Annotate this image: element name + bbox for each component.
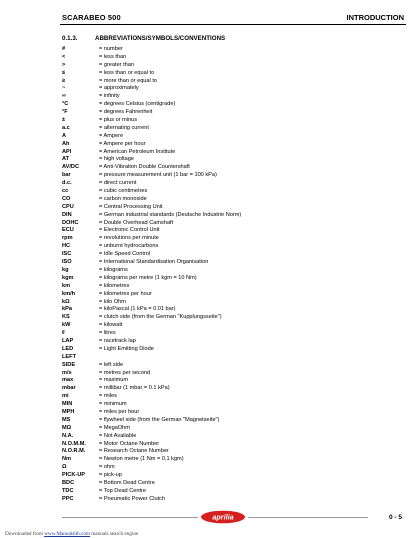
abbreviation-definition: = minimum (99, 401, 127, 408)
list-item (62, 109, 382, 117)
list-item (62, 299, 382, 307)
list-item (62, 227, 382, 235)
abbreviation-definition: = greater than (99, 61, 134, 68)
abbreviation-definition: = Double Overhead Camshaft (99, 219, 174, 226)
abbreviation-symbol: A (62, 132, 67, 139)
list-item (62, 330, 382, 338)
list-item (62, 377, 382, 385)
download-suffix: manuals search engine (91, 531, 139, 537)
abbreviation-symbol: MIN (62, 401, 73, 408)
list-item (62, 448, 382, 456)
abbreviation-definition: = kilo Ohm (99, 298, 126, 305)
list-item (62, 314, 382, 322)
abbreviation-symbol: kW (62, 322, 71, 329)
list-item (62, 291, 382, 299)
abbreviation-definition: = kilograms (99, 266, 128, 273)
abbreviation-definition: = kilometres (99, 282, 130, 289)
abbreviation-symbol: mbar (62, 385, 76, 392)
abbreviation-symbol: LED (62, 345, 74, 352)
list-item (62, 212, 382, 220)
list-item (62, 62, 382, 70)
abbreviation-symbol: a.c (62, 124, 70, 131)
abbreviation-symbol: MS (62, 416, 71, 423)
abbreviation-definition: = revolutions per minute (99, 235, 159, 242)
abbreviation-symbol: TDC (62, 487, 74, 494)
logo-text: aprilia (212, 512, 234, 522)
abbreviation-definition: = degrees Celsius (centigrade) (99, 101, 176, 108)
list-item (62, 401, 382, 409)
abbreviation-definition: = Newton metre (1 Nm = 0.1 kgm) (99, 456, 184, 463)
abbreviation-symbol: bar (62, 172, 71, 179)
header-model: SCARABEO 500 (62, 13, 121, 22)
list-item (62, 267, 382, 275)
abbreviation-definition: = Motor Octane Number (99, 440, 160, 447)
footer-rule-right (248, 517, 368, 518)
abbreviation-definition: = racetrack lap (99, 337, 136, 344)
abbreviation-symbol: N.A. (62, 432, 74, 439)
abbreviation-definition: = degrees Fahrenheit (99, 109, 153, 116)
abbreviation-definition: = Pneumatic Power Clutch (99, 495, 166, 502)
list-item (62, 172, 382, 180)
abbreviation-definition: = less than or equal to (99, 69, 155, 76)
abbreviation-definition: = Ampere per hour (99, 140, 146, 147)
section-number: 0.1.3. (62, 35, 78, 42)
abbreviation-definition: = clutch side (from the German "Kupplungsseite") (99, 314, 222, 321)
abbreviation-symbol: BDC (62, 479, 75, 486)
list-item (62, 125, 382, 133)
abbreviation-definition: = unburnt hydrocarbons (99, 243, 159, 250)
abbreviation-definition: = kilometres per hour (99, 290, 152, 297)
abbreviation-definition: = direct current (99, 180, 137, 187)
abbreviation-definition: = miles (99, 393, 117, 400)
list-item (62, 275, 382, 283)
list-item (62, 409, 382, 417)
list-item (62, 480, 382, 488)
manualslib-link[interactable]: www.Manualslib.com (44, 531, 90, 537)
abbreviation-definition: = flywheel side (from the German "Magnetseite") (99, 416, 220, 423)
abbreviation-definition: = kilograms per metre (1 kgm = 10 Nm) (99, 274, 197, 281)
abbreviation-symbol: m/s (62, 369, 72, 376)
abbreviation-symbol: AT (62, 156, 70, 163)
list-item (62, 93, 382, 101)
abbreviation-symbol: Ah (62, 140, 70, 147)
abbreviation-symbol: kPa (62, 306, 72, 313)
abbreviation-symbol: PICK-UP (62, 472, 85, 479)
abbreviation-definition: = high voltage (99, 156, 134, 163)
aprilia-logo (200, 510, 246, 524)
download-prefix: Downloaded from (5, 531, 43, 537)
abbreviation-symbol: ISC (62, 251, 72, 258)
abbreviation-symbol: > (62, 61, 66, 68)
list-item (62, 259, 382, 267)
list-item (62, 101, 382, 109)
abbreviation-definition: = MegaOhm (99, 424, 130, 431)
abbreviation-definition: = cubic centimetres (99, 188, 148, 195)
abbreviation-definition: = pressure measurement unit (1 bar = 100 kPa) (99, 172, 217, 179)
abbreviation-symbol: CPU (62, 203, 74, 210)
abbreviation-symbol: kΩ (62, 298, 70, 305)
page-number: 0 - 5 (388, 514, 402, 521)
abbreviation-symbol: ≥ (62, 77, 66, 84)
abbreviation-definition: = more than or equal to (99, 77, 157, 84)
list-item (62, 188, 382, 196)
abbreviation-symbol: ± (62, 117, 66, 124)
list-item (62, 243, 382, 251)
abbreviation-symbol: KS (62, 314, 70, 321)
abbreviation-definition: = left side (99, 361, 124, 368)
download-notice (5, 531, 138, 537)
abbreviation-symbol: CO (62, 195, 71, 202)
abbreviation-definition: = Electronic Control Unit (99, 227, 160, 234)
abbreviation-definition: = miles per hour (99, 408, 140, 415)
section-title: ABBREVIATIONS/SYMBOLS/CONVENTIONS (95, 35, 226, 42)
list-item (62, 149, 382, 157)
list-item (62, 385, 382, 393)
abbreviation-definition: = number (99, 46, 123, 52)
abbreviation-symbol: kg (62, 266, 69, 273)
abbreviation-symbol: AV/DC (62, 164, 79, 171)
abbreviation-definition: = millibar (1 mbar = 0.1 kPa) (99, 385, 170, 392)
header-chapter: INTRODUCTION (346, 13, 404, 22)
abbreviation-definition: = metres per second (99, 369, 151, 376)
list-item (62, 220, 382, 228)
abbreviation-definition: = litres (99, 330, 116, 337)
list-item (62, 46, 382, 54)
list-item (62, 306, 382, 314)
abbreviation-symbol: HC (62, 243, 71, 250)
abbreviation-symbol: DOHC (62, 219, 79, 226)
abbreviation-symbol: Nm (62, 456, 72, 463)
list-item (62, 141, 382, 149)
abbreviation-definition: = Not Available (99, 432, 137, 439)
header-divider (60, 24, 406, 25)
abbreviation-symbol: # (62, 46, 66, 52)
list-item (62, 393, 382, 401)
abbreviation-definition: = Anti-Vibration Double Countershaft (99, 164, 190, 171)
abbreviation-definition: = approximately (99, 85, 139, 92)
abbreviation-definition: = Ampere (99, 132, 124, 139)
abbreviation-definition: = maximum (99, 377, 129, 384)
abbreviation-symbol: ≤ (62, 69, 66, 76)
abbreviation-definition: = ohm (99, 464, 115, 471)
abbreviation-symbol: cc (62, 188, 69, 195)
list-item (62, 85, 382, 93)
list-item (62, 164, 382, 172)
list-item (62, 441, 382, 449)
list-item (62, 180, 382, 188)
abbreviation-symbol: API (62, 148, 72, 155)
abbreviation-definition: = plus or minus (99, 117, 138, 124)
abbreviation-symbol: ∞ (62, 93, 66, 100)
abbreviation-symbol: ℓ (62, 330, 65, 337)
list-item (62, 133, 382, 141)
list-item (62, 322, 382, 330)
abbreviation-symbol: °F (62, 109, 68, 116)
list-item (62, 456, 382, 464)
list-item (62, 354, 382, 362)
list-item (62, 54, 382, 62)
list-item (62, 496, 382, 504)
abbreviation-definition: = Central Processing Unit (99, 203, 163, 210)
abbreviation-definition: = German industrial standards (Deutsche Industrie Norm) (99, 211, 242, 218)
list-item (62, 346, 382, 354)
abbreviation-symbol: SIDE (62, 361, 76, 368)
abbreviation-definition: = pick-up (99, 472, 122, 479)
abbreviation-list (62, 46, 382, 504)
list-item (62, 283, 382, 291)
list-item (62, 196, 382, 204)
abbreviation-definition: = Light Emitting Diode (99, 345, 154, 352)
footer-rule-left (62, 517, 198, 518)
list-item (62, 78, 382, 86)
abbreviation-definition: = American Petroleum Institute (99, 148, 176, 155)
list-item (62, 362, 382, 370)
abbreviation-symbol: km/h (62, 290, 76, 297)
abbreviation-symbol: ECU (62, 227, 74, 234)
abbreviation-symbol: ~ (62, 85, 66, 92)
abbreviation-symbol: LAP (62, 337, 74, 344)
abbreviation-definition: = kiloPascal (1 kPa = 0.01 bar) (99, 306, 176, 313)
list-item (62, 251, 382, 259)
abbreviation-symbol: N.O.R.M. (62, 448, 86, 455)
abbreviation-symbol: rpm (62, 235, 73, 242)
list-item (62, 425, 382, 433)
abbreviation-definition: = alternating current (99, 124, 149, 131)
list-item (62, 464, 382, 472)
abbreviation-symbol: max (62, 377, 74, 384)
abbreviation-symbol: Ω (62, 464, 67, 471)
list-item (62, 204, 382, 212)
abbreviation-symbol: MPH (62, 408, 75, 415)
abbreviation-symbol: d.c. (62, 180, 72, 187)
list-item (62, 235, 382, 243)
list-item (62, 417, 382, 425)
list-item (62, 370, 382, 378)
list-item (62, 338, 382, 346)
abbreviation-symbol: mi (62, 393, 69, 400)
abbreviation-definition: = Bottom Dead Centre (99, 479, 155, 486)
abbreviation-definition: = less than (99, 53, 127, 60)
abbreviation-definition: = kilowatt (99, 322, 123, 329)
abbreviation-symbol: < (62, 53, 66, 60)
list-item (62, 472, 382, 480)
abbreviation-definition: = International Standardisation Organisation (99, 259, 209, 266)
abbreviation-symbol: °C (62, 101, 69, 108)
abbreviation-definition: = Top Dead Centre (99, 487, 147, 494)
abbreviation-definition: = carbon monoxide (99, 195, 147, 202)
abbreviation-definition: = Research Octane Number (99, 448, 169, 455)
abbreviation-symbol: km (62, 282, 71, 289)
abbreviation-symbol: LEFT (62, 353, 76, 360)
abbreviation-definition: = infinity (99, 93, 120, 100)
abbreviation-symbol: ISO (62, 259, 72, 266)
abbreviation-symbol: MΩ (62, 424, 72, 431)
list-item (62, 433, 382, 441)
list-item (62, 156, 382, 164)
abbreviation-symbol: kgm (62, 274, 74, 281)
list-item (62, 488, 382, 496)
list-item (62, 117, 382, 125)
abbreviation-symbol: N.O.M.M. (62, 440, 86, 447)
abbreviation-symbol: PPC (62, 495, 74, 502)
abbreviation-symbol: DIN (62, 211, 72, 218)
list-item (62, 70, 382, 78)
abbreviation-definition: = Idle Speed Control (99, 251, 151, 258)
